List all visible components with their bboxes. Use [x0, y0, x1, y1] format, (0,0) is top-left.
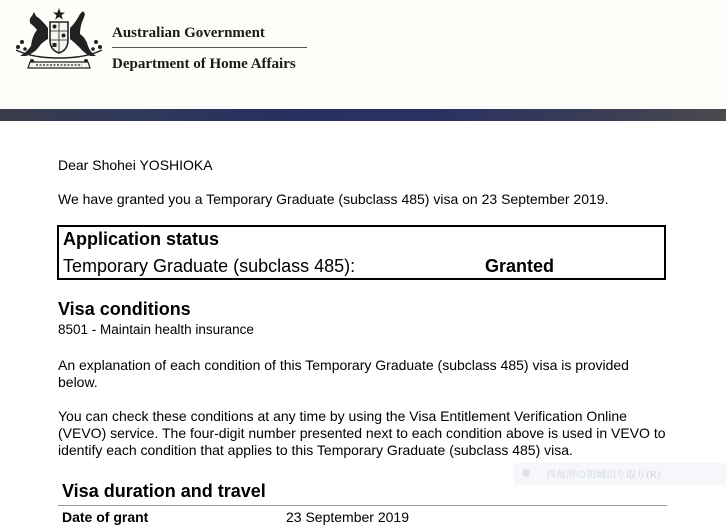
rectangle-snip-menu-item[interactable] [514, 463, 726, 485]
status-value: Granted [485, 256, 555, 276]
date-of-grant-label: Date of grant [62, 509, 149, 525]
visa-duration-heading: Visa duration and travel [62, 481, 266, 501]
conditions-explanation: An explanation of each condition of this Temporary Graduate (subclass 485) visa is provided below. [58, 357, 629, 390]
visa-label: Temporary Graduate (subclass 485): [63, 256, 356, 276]
duration-divider [58, 505, 667, 506]
menu-item-label: 四角形の領域切り取り(R) [546, 470, 661, 481]
visa-conditions-heading: Visa conditions [58, 299, 191, 319]
condition-item: 8501 - Maintain health insurance [58, 322, 254, 337]
grant-statement: We have granted you a Temporary Graduate (subclass 485) visa on 23 September 2019. [58, 191, 609, 207]
coat-of-arms-icon [12, 6, 106, 72]
status-heading: Application status [63, 229, 220, 249]
letterhead [0, 0, 726, 112]
letterhead-divider [112, 47, 307, 48]
government-name: Australian Government [112, 25, 265, 41]
application-status-box [57, 225, 666, 280]
department-name: Department of Home Affairs [112, 56, 296, 72]
date-of-grant-value: 23 September 2019 [286, 509, 409, 525]
vevo-note: You can check these conditions at any time by using the Visa Entitlement Verification Online (VEVO) service. The four-digit number presented next to each condition above is used in VEVO to identify each condition that applies to this Temporary Graduate (subclass 485) visa. [58, 408, 666, 458]
salutation: Dear Shohei YOSHIOKA [58, 157, 213, 173]
radio-dot-icon [522, 469, 530, 477]
header-band [0, 109, 726, 121]
